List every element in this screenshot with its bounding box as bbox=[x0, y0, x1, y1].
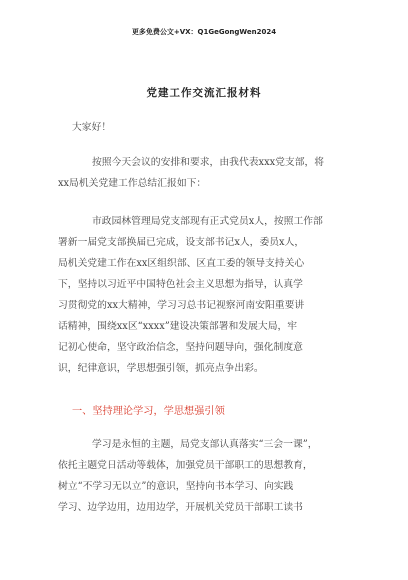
paragraph-line: xx局机关党建工作总结汇报如下： bbox=[58, 178, 207, 189]
paragraph-line: 习贯彻党的xx大精神，学习习总书记视察河南安阳重要讲 bbox=[58, 300, 305, 311]
paragraph-line: 局机关党建工作在xx区组织部、区直工委的领导支持关心 bbox=[58, 258, 305, 269]
header-note: 更多免费公文+VX：Q1GeGongWen2024 bbox=[131, 28, 277, 36]
paragraph-line: 市政园林管理局党支部现有正式党员x人，按照工作部 bbox=[92, 216, 323, 227]
paragraph-line: 识，纪律意识，学思想强引领，抓亮点争出彩。 bbox=[58, 363, 264, 374]
paragraph-line: 树立“不学习无以立”的意识，坚持向书本学习、向实践 bbox=[58, 481, 294, 492]
paragraph-line: 话精神，围绕xx区“xxxx”建设决策部署和发展大局，牢 bbox=[58, 321, 298, 332]
paragraph-study bbox=[58, 434, 318, 518]
section-heading: 一、坚持理论学习，学思想强引领 bbox=[72, 406, 225, 417]
greeting: 大家好！ bbox=[72, 122, 112, 133]
paragraph-line: 学习、边学边用，边用边学，开展机关党员干部职工读书 bbox=[58, 502, 303, 513]
paragraph-intro bbox=[58, 152, 325, 194]
paragraph-line: 学习是永恒的主题，局党支部认真落实“三会一课”， bbox=[92, 439, 318, 450]
paragraph-line: 按照今天会议的安排和要求，由我代表xxx党支部，将 bbox=[92, 157, 325, 168]
document-title: 党建工作交流汇报材料 bbox=[146, 87, 262, 99]
paragraph-overview bbox=[58, 211, 323, 379]
paragraph-line: 依托主题党日活动等载体，加强党员干部职工的思想教育， bbox=[58, 460, 313, 471]
paragraph-line: 记初心使命，坚守政治信念，坚持问题导向，强化制度意 bbox=[58, 342, 303, 353]
paragraph-line: 下，坚持以习近平中国特色社会主义思想为指导，认真学 bbox=[58, 279, 303, 290]
paragraph-line: 署新一届党支部换届已完成，设支部书记x人，委员x人， bbox=[58, 237, 305, 248]
